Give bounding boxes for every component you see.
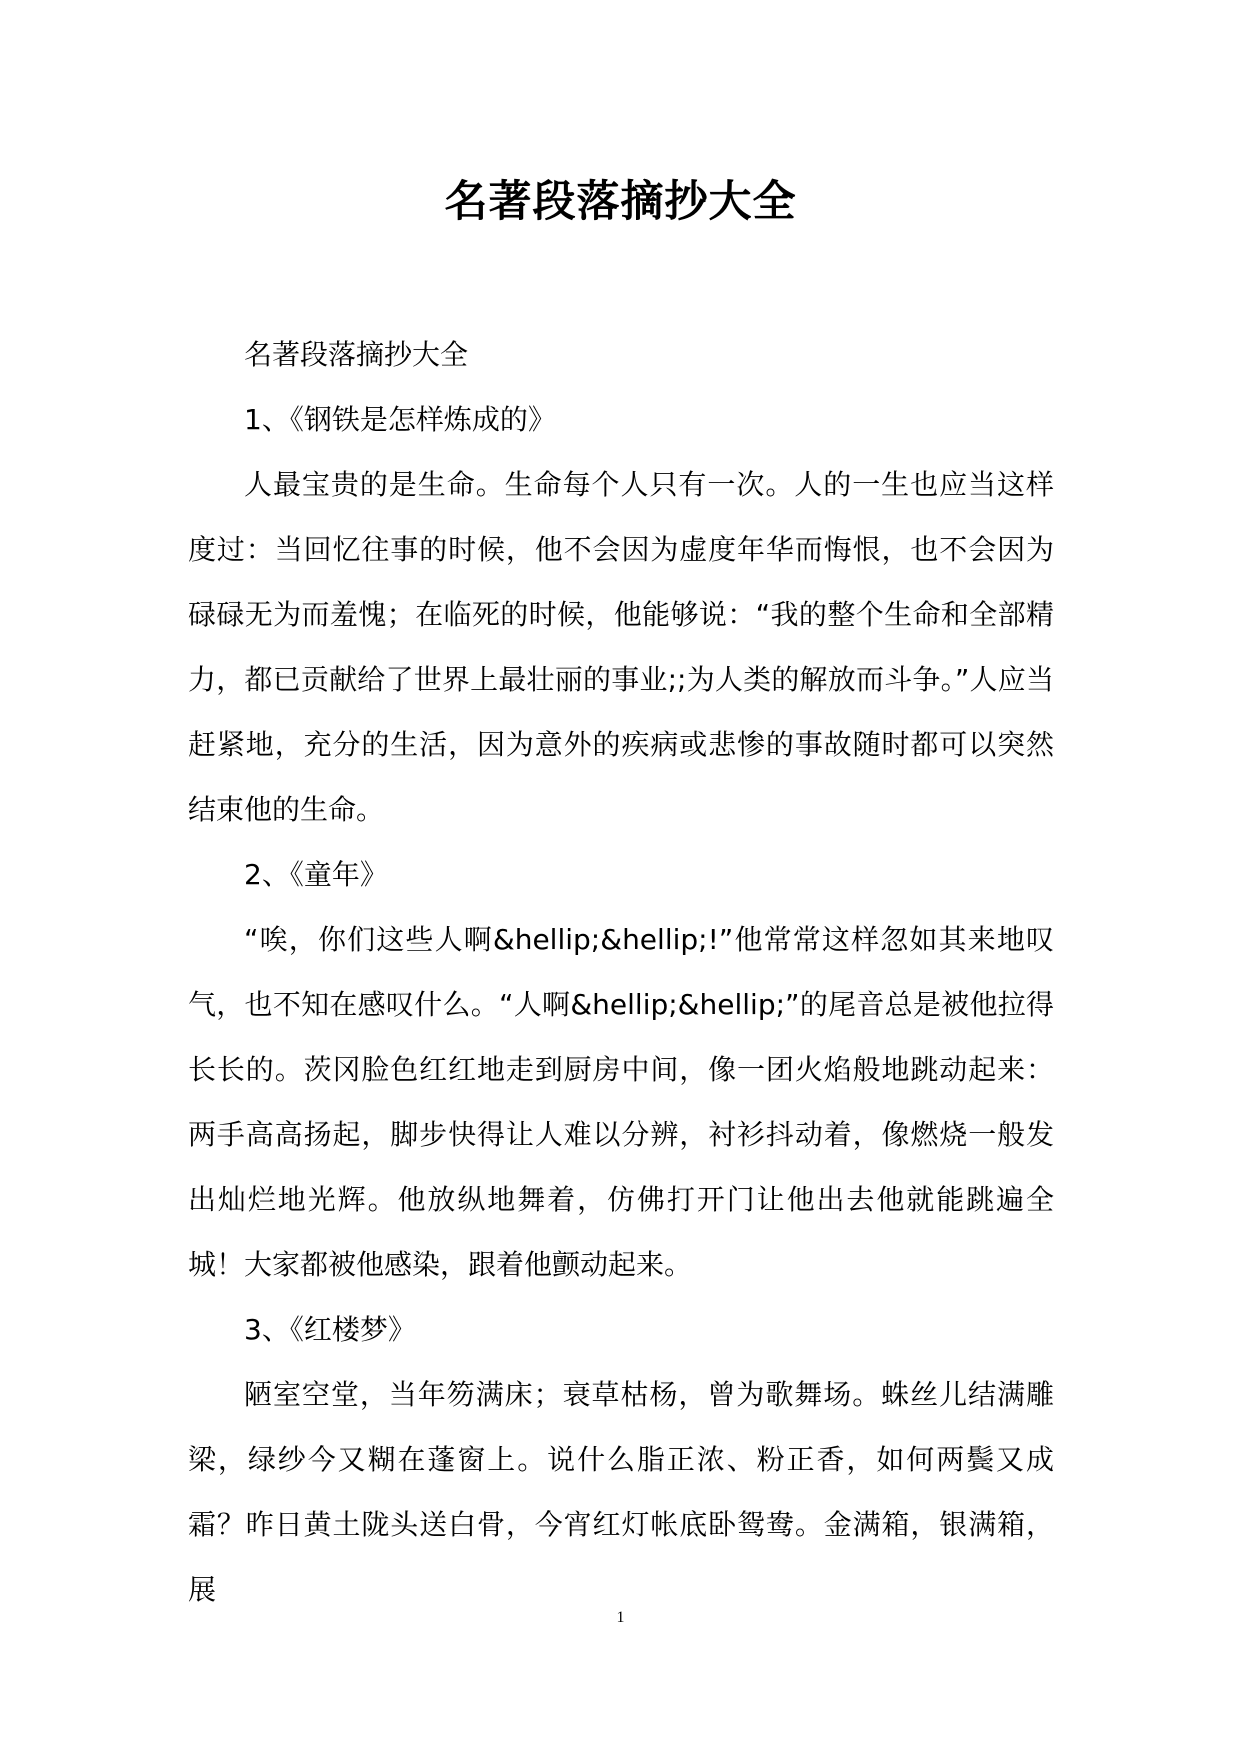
page-title: 名著段落摘抄大全 [444, 177, 797, 227]
section-paragraph-1: 人最宝贵的是生命。生命每个人只有一次。人的一生也应当这样度过：当回忆往事的时候，他不会因为虚度年华而悔恨，也不会因为碌碌无为而羞愧；在临死的时候，他能够说：“我的整个生命和全部精力，都已贡献给了世界上最壮丽的事业;;为人类的解放而斗争。”人应当赶紧地，充分的生活，因为意外的疾病或悲惨的事故随时都可以突然结束他的生命。 [188, 468, 1054, 826]
section-heading-2: 2、《童年》 [244, 858, 388, 891]
intro-heading: 名著段落摘抄大全 [244, 338, 469, 371]
section-heading-1: 1、《钢铁是怎样炼成的》 [244, 403, 556, 436]
section-paragraph-3: 陋室空堂，当年笏满床；衰草枯杨，曾为歌舞场。蛛丝儿结满雕梁，绿纱今又糊在蓬窗上。说什么脂正浓、粉正香，如何两鬓又成霜？昨日黄土陇头送白骨，今宵红灯帐底卧鸳鸯。金满箱，银满箱，展 [188, 1378, 1054, 1606]
page-number: 1 [616, 1609, 625, 1626]
section-paragraph-2: “唉，你们这些人啊&hellip;&hellip;!”他常常这样忽如其来地叹气，也不知在感叹什么。“人啊&hellip;&hellip;”的尾音总是被他拉得长长的。茨冈脸色红红地走到厨房中间，像一团火焰般地跳动起来：两手高高扬起，脚步快得让人难以分辨，衬衫抖动着，像燃烧一般发出灿烂地光辉。他放纵地舞着，仿佛打开门让他出去他就能跳遍全城！大家都被他感染，跟着他颤动起来。 [188, 923, 1054, 1281]
body-text [188, 322, 1054, 1622]
section-heading-3: 3、《红楼梦》 [244, 1313, 416, 1346]
